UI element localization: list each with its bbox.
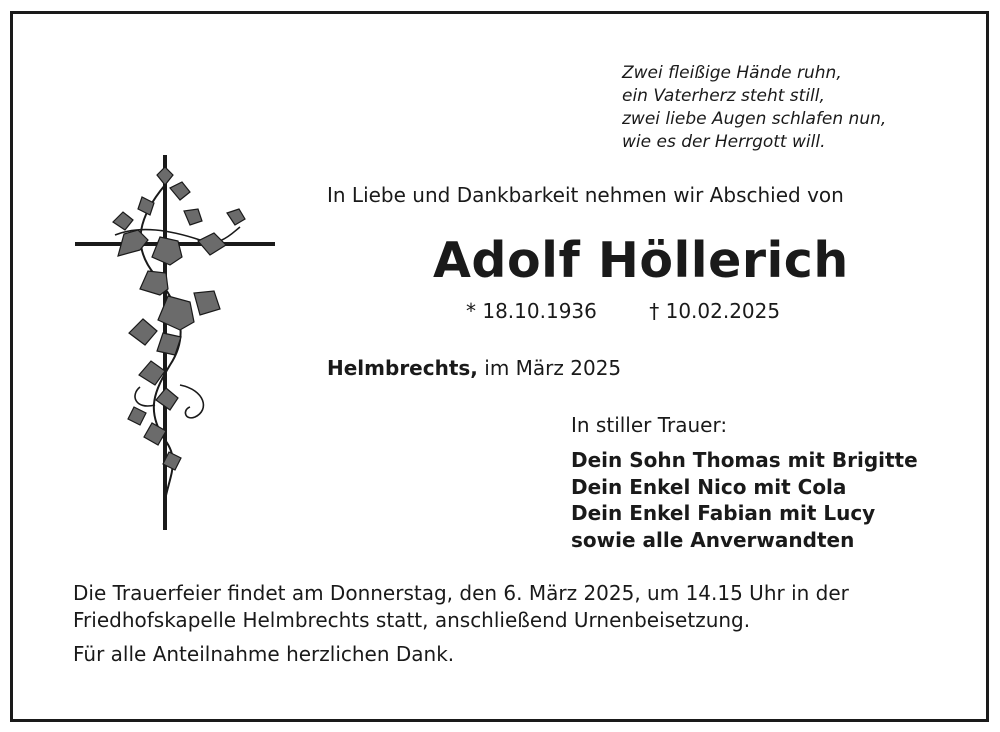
poem xyxy=(622,62,886,154)
place: Helmbrechts, xyxy=(327,356,478,380)
poem-line: Zwei fleißige Hände ruhn, xyxy=(622,63,842,83)
ivy-cross-icon xyxy=(70,155,280,535)
ceremony-line: Die Trauerfeier findet am Donnerstag, den 6. März 2025, um 14.15 Uhr in der xyxy=(73,581,849,605)
poem-line: ein Vaterherz steht still, xyxy=(622,86,825,106)
family-list xyxy=(571,447,918,553)
life-dates xyxy=(466,299,780,323)
deceased-name: Adolf Höllerich xyxy=(433,232,849,289)
place-date xyxy=(327,356,621,380)
birth-date: * 18.10.1936 xyxy=(466,299,597,323)
poem-line: zwei liebe Augen schlafen nun, xyxy=(622,109,887,129)
death-date: † 10.02.2025 xyxy=(649,299,781,323)
mourning-heading: In stiller Trauer: xyxy=(571,413,728,437)
family-member: Dein Sohn Thomas mit Brigitte xyxy=(571,448,918,472)
ceremony-line: Friedhofskapelle Helmbrechts statt, anschließend Urnenbeisetzung. xyxy=(73,608,751,632)
family-member: sowie alle Anverwandten xyxy=(571,527,855,552)
intro-text: In Liebe und Dankbarkeit nehmen wir Abschied von xyxy=(327,183,844,207)
poem-line: wie es der Herrgott will. xyxy=(622,132,826,152)
family-member: Dein Enkel Fabian mit Lucy xyxy=(571,501,876,525)
thanks-text: Für alle Anteilnahme herzlichen Dank. xyxy=(73,642,455,666)
ceremony-info xyxy=(73,580,849,634)
family-member: Dein Enkel Nico mit Cola xyxy=(571,474,847,499)
date: im März 2025 xyxy=(484,356,622,380)
